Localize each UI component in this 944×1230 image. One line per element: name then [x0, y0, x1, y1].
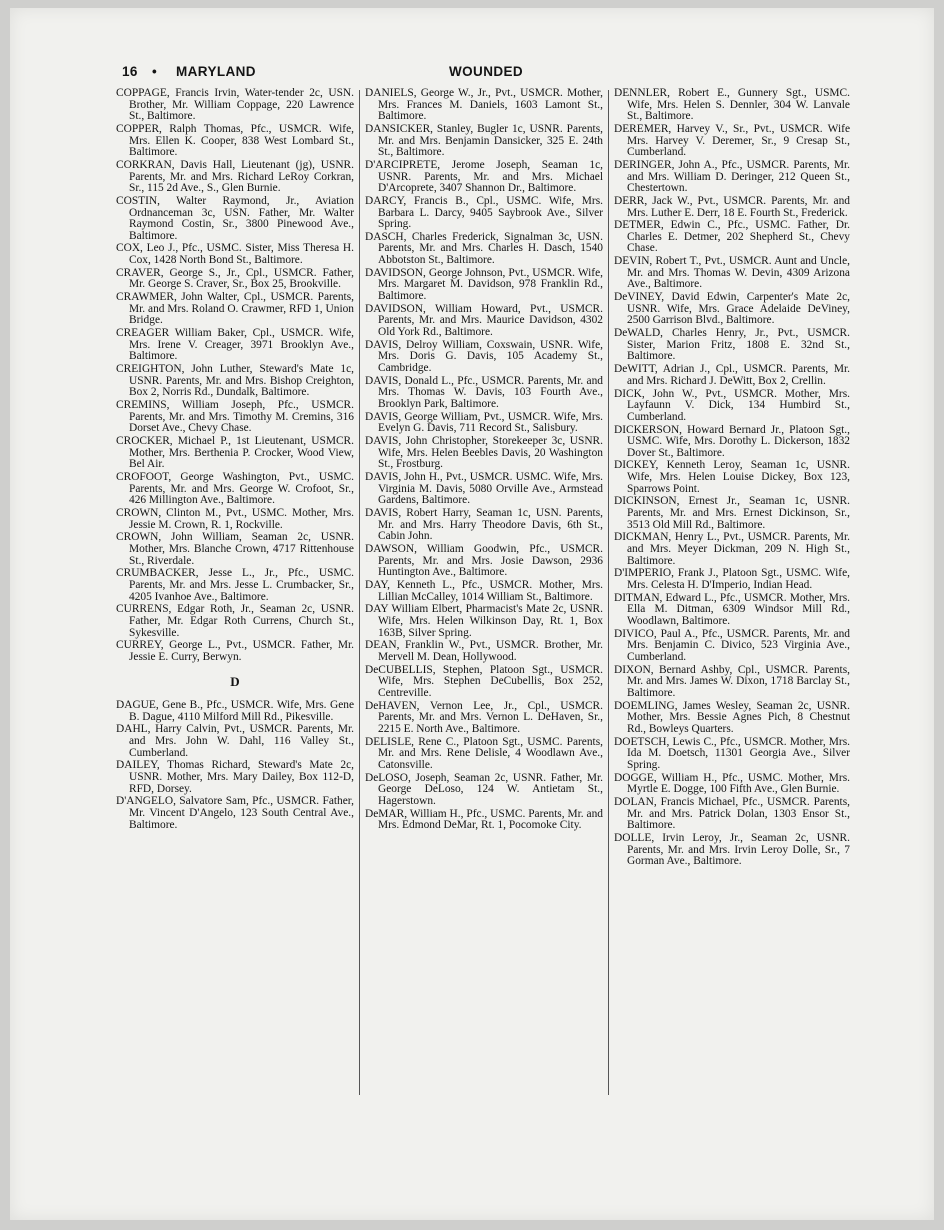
list-item: COPPAGE, Francis Irvin, Water-tender 2c, USN. Brother, Mr. William Coppage, 220 Lawrence St., Baltimore. [116, 87, 354, 123]
list-item: DOEMLING, James Wesley, Seaman 2c, USNR. Mother, Mrs. Bessie Agnes Pich, 8 Chestnut Rd., Bowleys Quarters. [614, 699, 850, 735]
list-item: DIVICO, Paul A., Pfc., USMCR. Parents, Mr. and Mrs. Benjamin C. Divico, 523 Virginia Ave., Cumberland. [614, 627, 850, 663]
list-item: DANIELS, George W., Jr., Pvt., USMCR. Mother, Mrs. Frances M. Daniels, 1603 Lamont St., Baltimore. [365, 87, 603, 123]
state-title: MARYLAND [176, 64, 256, 79]
list-item: COSTIN, Walter Raymond, Jr., Aviation Ordnanceman 3c, USN. Father, Mr. Walter Raymond Costin, Sr., 3800 Pinewood Ave., Baltimore. [116, 194, 354, 242]
list-item: DARCY, Francis B., Cpl., USMC. Wife, Mrs. Barbara L. Darcy, 9405 Saybrook Ave., Silver Spring. [365, 194, 603, 231]
list-item: DAVIS, John Christopher, Storekeeper 3c, USNR. Wife, Mrs. Helen Beebles Davis, 20 Washington St., Frostburg. [365, 435, 603, 471]
list-item: D'IMPERIO, Frank J., Platoon Sgt., USMC. Wife, Mrs. Celesta H. D'Imperio, Indian Head. [614, 567, 850, 591]
list-item: DAVIS, George William, Pvt., USMCR. Wife, Mrs. Evelyn G. Davis, 711 Record St., Salisbury. [365, 410, 603, 435]
list-item: DAVIDSON, William Howard, Pvt., USMCR. Parents, Mr. and Mrs. Maurice Davidson, 4302 Old York Rd., Baltimore. [365, 302, 603, 338]
list-item: CRAWMER, John Walter, Cpl., USMCR. Parents, Mr. and Mrs. Roland O. Crawmer, RFD 1, Union Bridge. [116, 291, 354, 327]
page-number: 16 [122, 64, 138, 79]
list-item: DAHL, Harry Calvin, Pvt., USMCR. Parents, Mr. and Mrs. John W. Dahl, 116 Valley St., Cumberland. [116, 723, 354, 759]
list-item: D'ANGELO, Salvatore Sam, Pfc., USMCR. Father, Mr. Vincent D'Angelo, 123 South Central Ave., Baltimore. [116, 795, 354, 831]
section-letter-heading: D [230, 673, 240, 689]
list-item: CROWN, Clinton M., Pvt., USMC. Mother, Mrs. Jessie M. Crown, R. 1, Rockville. [116, 507, 354, 531]
column-divider [608, 90, 609, 1095]
list-item: CURRENS, Edgar Roth, Jr., Seaman 2c, USNR. Father, Mr. Edgar Roth Currens, Church St., Sykesville. [116, 603, 354, 639]
list-item: CROWN, John William, Seaman 2c, USNR. Mother, Mrs. Blanche Crown, 4717 Rittenhouse St., Riverdale. [116, 531, 354, 567]
list-item: CRAVER, George S., Jr., Cpl., USMCR. Father, Mr. George S. Craver, Sr., Box 25, Brookville. [116, 266, 354, 291]
list-item: DAVIS, Delroy William, Coxswain, USNR. Wife, Mrs. Doris G. Davis, 105 Academy St., Cambridge. [365, 338, 603, 374]
list-item: DENNLER, Robert E., Gunnery Sgt., USMC. Wife, Mrs. Helen S. Dennler, 304 W. Lanvale St., Baltimore. [614, 87, 850, 123]
list-item: CROFOOT, George Washington, Pvt., USMC. Parents, Mr. and Mrs. George W. Crofoot, Sr., 426 Millington Ave., Baltimore. [116, 471, 354, 507]
list-item: DICKINSON, Ernest Jr., Seaman 1c, USNR. Parents, Mr. and Mrs. Ernest Dickinson, Sr., 3513 Old Mill Rd., Baltimore. [614, 495, 850, 531]
list-item: DEAN, Franklin W., Pvt., USMCR. Brother, Mr. Mervell M. Dean, Hollywood. [365, 639, 603, 663]
list-item: DIXON, Bernard Ashby, Cpl., USMCR. Parents, Mr. and Mrs. James W. Dixon, 1718 Barclay St., Baltimore. [614, 663, 850, 699]
list-item: DeCUBELLIS, Stephen, Platoon Sgt., USMCR. Wife, Mrs. Stephen DeCubellis, Box 252, Centreville. [365, 663, 603, 699]
list-item: DeWALD, Charles Henry, Jr., Pvt., USMCR. Sister, Marion Fritz, 1808 E. 32nd St., Baltimore. [614, 327, 850, 363]
list-item: DeLOSO, Joseph, Seaman 2c, USNR. Father, Mr. George DeLoso, 124 W. Antietam St., Hagerstown. [365, 771, 603, 807]
list-item: DOLLE, Irvin Leroy, Jr., Seaman 2c, USNR. Parents, Mr. and Mrs. Irvin Leroy Dolle, Sr., 7 Gorman Ave., Baltimore. [614, 831, 850, 868]
list-item: CREIGHTON, John Luther, Steward's Mate 1c, USNR. Parents, Mr. and Mrs. Bishop Creighton, Box 2, Norris Rd., Dundalk, Baltimore. [116, 363, 354, 399]
list-item: DAWSON, William Goodwin, Pfc., USMCR. Parents, Mr. and Mrs. Josie Dawson, 2936 Huntington Ave., Baltimore. [365, 543, 603, 579]
list-item: DEVIN, Robert T., Pvt., USMCR. Aunt and Uncle, Mr. and Mrs. Thomas W. Devin, 4309 Arizona Ave., Baltimore. [614, 255, 850, 291]
column-divider [359, 90, 360, 1095]
list-item: CORKRAN, Davis Hall, Lieutenant (jg), USNR. Parents, Mr. and Mrs. Richard LeRoy Corkran, Sr., 115 2d Ave., S., Glen Burnie. [116, 158, 354, 195]
list-item: DAY, Kenneth L., Pfc., USMCR. Mother, Mrs. Lillian McCalley, 1014 William St., Baltimore. [365, 578, 603, 603]
list-item: CROCKER, Michael P., 1st Lieutenant, USMCR. Mother, Mrs. Berthenia P. Crocker, Wood View, Bel Air. [116, 435, 354, 471]
page-header [122, 64, 857, 82]
list-item: DAILEY, Thomas Richard, Steward's Mate 2c, USNR. Mother, Mrs. Mary Dailey, Box 112-D, RFD, Dorsey. [116, 759, 354, 795]
section-title: WOUNDED [449, 64, 524, 79]
list-item: DAVIS, Donald L., Pfc., USMCR. Parents, Mr. and Mrs. Thomas W. Davis, 103 Fourth Ave., Brooklyn Park, Baltimore. [365, 374, 603, 410]
list-item: COX, Leo J., Pfc., USMC. Sister, Miss Theresa H. Cox, 1428 North Bond St., Baltimore. [116, 242, 354, 267]
list-item: DAVIDSON, George Johnson, Pvt., USMCR. Wife, Mrs. Margaret M. Davidson, 978 Franklin Rd., Baltimore. [365, 266, 603, 303]
list-item: DICK, John W., Pvt., USMCR. Mother, Mrs. Layfaunn V. Dick, 134 Humbird St., Cumberland. [614, 387, 850, 423]
list-item: D'ARCIPRETE, Jerome Joseph, Seaman 1c, USNR. Parents, Mr. and Mrs. Michael D'Arcoprete, 3407 Shannon Dr., Baltimore. [365, 158, 603, 195]
list-item: DANSICKER, Stanley, Bugler 1c, USNR. Parents, Mr. and Mrs. Benjamin Dansicker, 325 E. 24th St., Baltimore. [365, 122, 603, 159]
list-item: DICKEY, Kenneth Leroy, Seaman 1c, USNR. Wife, Mrs. Helen Louise Dickey, Box 123, Sparrows Point. [614, 459, 850, 495]
list-item: COPPER, Ralph Thomas, Pfc., USMCR. Wife, Mrs. Ellen K. Cooper, 838 West Lombard St., Baltimore. [116, 122, 354, 159]
list-item: DETMER, Edwin C., Pfc., USMC. Father, Dr. Charles E. Detmer, 202 Shepherd St., Chevy Chase. [614, 219, 850, 255]
list-item: DOLAN, Francis Michael, Pfc., USMCR. Parents, Mr. and Mrs. Patrick Dolan, 1303 Ensor St., Baltimore. [614, 795, 850, 832]
list-item: DeMAR, William H., Pfc., USMC. Parents, Mr. and Mrs. Edmond DeMar, Rt. 1, Pocomoke City. [365, 807, 603, 832]
list-item: DERR, Jack W., Pvt., USMCR. Parents, Mr. and Mrs. Luther E. Derr, 18 E. Fourth St., Frederick. [614, 194, 850, 219]
list-item: DERINGER, John A., Pfc., USMCR. Parents, Mr. and Mrs. William D. Deringer, 212 Queen St., Chestertown. [614, 158, 850, 195]
list-item: DELISLE, Rene C., Platoon Sgt., USMC. Parents, Mr. and Mrs. Rene Delisle, 4 Woodlawn Ave., Catonsville. [365, 735, 603, 771]
list-item: DAVIS, John H., Pvt., USMCR. USMC. Wife, Mrs. Virginia M. Davis, 5080 Orville Ave., Armstead Gardens, Baltimore. [365, 471, 603, 507]
column-1 [116, 88, 354, 832]
list-item: DAVIS, Robert Harry, Seaman 1c, USN. Parents, Mr. and Mrs. Harry Theodore Davis, 6th St., Cabin John. [365, 507, 603, 543]
list-item: DOGGE, William H., Pfc., USMC. Mother, Mrs. Myrtle E. Dogge, 100 Fifth Ave., Glen Burnie. [614, 771, 850, 796]
column-3 [614, 88, 850, 869]
list-item: CREMINS, William Joseph, Pfc., USMCR. Parents, Mr. and Mrs. Timothy M. Cremins, 316 Dorset Ave., Chevy Chase. [116, 399, 354, 435]
list-item: DeWITT, Adrian J., Cpl., USMCR. Parents, Mr. and Mrs. Richard J. DeWitt, Box 2, Crellin. [614, 363, 850, 387]
column-2 [365, 88, 603, 833]
list-item: CURREY, George L., Pvt., USMCR. Father, Mr. Jessie E. Curry, Berwyn. [116, 639, 354, 663]
list-item: DITMAN, Edward L., Pfc., USMCR. Mother, Mrs. Ella M. Ditman, 6309 Windsor Mill Rd., Woodlawn, Baltimore. [614, 591, 850, 627]
list-item: DeVINEY, David Edwin, Carpenter's Mate 2c, USNR. Wife, Mrs. Grace Adelaide DeViney, 2500 Garrison Blvd., Baltimore. [614, 291, 850, 327]
list-item: DASCH, Charles Frederick, Signalman 3c, USN. Parents, Mr. and Mrs. Charles H. Dasch, 1540 Abbotston St., Baltimore. [365, 230, 603, 267]
list-item: CRUMBACKER, Jesse L., Jr., Pfc., USMC. Parents, Mr. and Mrs. Jesse L. Crumbacker, Sr., 4205 Ivanhoe Ave., Baltimore. [116, 567, 354, 603]
list-item: DeHAVEN, Vernon Lee, Jr., Cpl., USMCR. Parents, Mr. and Mrs. Vernon L. DeHaven, Sr., 2215 E. North Ave., Baltimore. [365, 699, 603, 735]
list-item: DAY William Elbert, Pharmacist's Mate 2c, USNR. Wife, Mrs. Helen Wilkinson Day, Rt. 1, Box 163B, Silver Spring. [365, 603, 603, 639]
list-item: DAGUE, Gene B., Pfc., USMCR. Wife, Mrs. Gene B. Dague, 4110 Milford Mill Rd., Pikesville. [116, 699, 354, 723]
header-bullet: • [152, 64, 158, 79]
list-item: DICKERSON, Howard Bernard Jr., Platoon Sgt., USMC. Wife, Mrs. Dorothy L. Dickerson, 1832 Dover St., Baltimore. [614, 423, 850, 459]
list-item: DICKMAN, Henry L., Pvt., USMCR. Parents, Mr. and Mrs. Meyer Dickman, 209 N. High St., Baltimore. [614, 531, 850, 567]
list-item: CREAGER William Baker, Cpl., USMCR. Wife, Mrs. Irene V. Creager, 3971 Brooklyn Ave., Baltimore. [116, 327, 354, 363]
list-item: DEREMER, Harvey V., Sr., Pvt., USMCR. Wife Mrs. Harvey V. Deremer, Sr., 9 Cresap St., Cumberland. [614, 122, 850, 159]
list-item: DOETSCH, Lewis C., Pfc., USMCR. Mother, Mrs. Ida M. Doetsch, 11301 Georgia Ave., Silver Spring. [614, 735, 850, 771]
